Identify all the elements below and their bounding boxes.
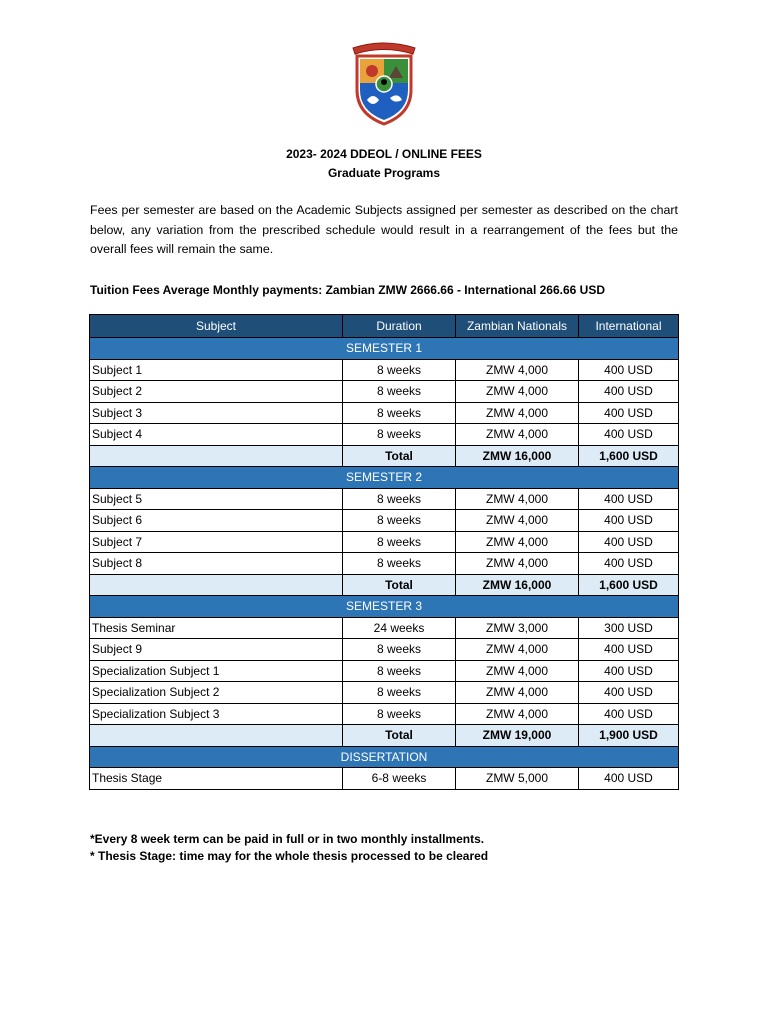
cell-zambian: ZMW 4,000: [456, 660, 579, 682]
total-blank: [90, 725, 343, 747]
cell-international: 400 USD: [579, 381, 679, 403]
cell-international: 400 USD: [579, 660, 679, 682]
total-international: 1,600 USD: [579, 445, 679, 467]
monthly-payments-heading: Tuition Fees Average Monthly payments: Zambian ZMW 2666.66 - International 266.66 USD: [90, 283, 606, 297]
total-international: 1,600 USD: [579, 574, 679, 596]
cell-zambian: ZMW 4,000: [456, 381, 579, 403]
cell-zambian: ZMW 5,000: [456, 768, 579, 790]
note-thesis-stage: * Thesis Stage: time may for the whole thesis processed to be cleared: [90, 849, 489, 863]
cell-zambian: ZMW 4,000: [456, 703, 579, 725]
fees-table: [89, 314, 679, 790]
cell-zambian: ZMW 4,000: [456, 359, 579, 381]
cell-international: 400 USD: [579, 639, 679, 661]
cell-subject: Subject 3: [90, 402, 343, 424]
section-title: DISSERTATION: [90, 746, 679, 768]
cell-zambian: ZMW 4,000: [456, 531, 579, 553]
cell-subject: Subject 9: [90, 639, 343, 661]
page-subtitle: Graduate Programs: [327, 166, 441, 180]
section-title: SEMESTER 1: [90, 338, 679, 360]
total-zambian: ZMW 16,000: [456, 574, 579, 596]
table-row: [90, 531, 679, 553]
cell-duration: 6-8 weeks: [343, 768, 456, 790]
table-row: [90, 488, 679, 510]
total-label: Total: [343, 725, 456, 747]
table-row: [90, 617, 679, 639]
header-zambian-nationals: Zambian Nationals: [456, 315, 579, 338]
section-header: [90, 338, 679, 360]
header-duration: Duration: [343, 315, 456, 338]
cell-international: 400 USD: [579, 682, 679, 704]
cell-subject: Subject 2: [90, 381, 343, 403]
cell-international: 300 USD: [579, 617, 679, 639]
total-zambian: ZMW 16,000: [456, 445, 579, 467]
total-row: [90, 574, 679, 596]
section-header: [90, 467, 679, 489]
cell-international: 400 USD: [579, 424, 679, 446]
cell-duration: 8 weeks: [343, 703, 456, 725]
cell-subject: Specialization Subject 1: [90, 660, 343, 682]
table-header-row: [90, 315, 679, 338]
cell-zambian: ZMW 4,000: [456, 424, 579, 446]
total-zambian: ZMW 19,000: [456, 725, 579, 747]
cell-duration: 8 weeks: [343, 660, 456, 682]
cell-zambian: ZMW 3,000: [456, 617, 579, 639]
cell-international: 400 USD: [579, 359, 679, 381]
total-label: Total: [343, 445, 456, 467]
cell-subject: Subject 6: [90, 510, 343, 532]
total-label: Total: [343, 574, 456, 596]
cell-duration: 8 weeks: [343, 531, 456, 553]
cell-international: 400 USD: [579, 402, 679, 424]
cell-subject: Specialization Subject 3: [90, 703, 343, 725]
table-row: [90, 553, 679, 575]
table-row: [90, 359, 679, 381]
cell-duration: 8 weeks: [343, 381, 456, 403]
cell-duration: 8 weeks: [343, 639, 456, 661]
table-row: [90, 639, 679, 661]
section-header: [90, 596, 679, 618]
table-row: [90, 660, 679, 682]
cell-zambian: ZMW 4,000: [456, 639, 579, 661]
cell-international: 400 USD: [579, 703, 679, 725]
cell-subject: Subject 5: [90, 488, 343, 510]
cell-subject: Subject 7: [90, 531, 343, 553]
table-row: [90, 682, 679, 704]
total-blank: [90, 574, 343, 596]
cell-duration: 8 weeks: [343, 510, 456, 532]
intro-paragraph: Fees per semester are based on the Academic Subjects assigned per semester as described on the chart below, any variation from the prescribed schedule would result in a rearrangement of the fees but the overall fees will remain the same.: [90, 203, 678, 256]
cell-duration: 8 weeks: [343, 682, 456, 704]
university-crest-icon: [347, 38, 421, 126]
cell-zambian: ZMW 4,000: [456, 682, 579, 704]
cell-duration: 8 weeks: [343, 359, 456, 381]
table-row: [90, 703, 679, 725]
cell-international: 400 USD: [579, 531, 679, 553]
header-subject: Subject: [90, 315, 343, 338]
cell-international: 400 USD: [579, 488, 679, 510]
cell-international: 400 USD: [579, 553, 679, 575]
cell-zambian: ZMW 4,000: [456, 553, 579, 575]
total-blank: [90, 445, 343, 467]
cell-subject: Subject 8: [90, 553, 343, 575]
cell-international: 400 USD: [579, 768, 679, 790]
cell-duration: 8 weeks: [343, 488, 456, 510]
cell-zambian: ZMW 4,000: [456, 510, 579, 532]
table-row: [90, 402, 679, 424]
section-header: [90, 746, 679, 768]
cell-duration: 8 weeks: [343, 553, 456, 575]
cell-subject: Subject 4: [90, 424, 343, 446]
table-row: [90, 381, 679, 403]
cell-duration: 8 weeks: [343, 402, 456, 424]
cell-zambian: ZMW 4,000: [456, 402, 579, 424]
cell-duration: 8 weeks: [343, 424, 456, 446]
header-international: International: [579, 315, 679, 338]
table-row: [90, 424, 679, 446]
total-row: [90, 725, 679, 747]
page-title: 2023- 2024 DDEOL / ONLINE FEES: [286, 147, 482, 161]
cell-subject: Thesis Seminar: [90, 617, 343, 639]
note-installments: *Every 8 week term can be paid in full or in two monthly installments.: [90, 832, 485, 846]
cell-zambian: ZMW 4,000: [456, 488, 579, 510]
cell-duration: 24 weeks: [343, 617, 456, 639]
total-row: [90, 445, 679, 467]
cell-international: 400 USD: [579, 510, 679, 532]
cell-subject: Specialization Subject 2: [90, 682, 343, 704]
section-title: SEMESTER 3: [90, 596, 679, 618]
section-title: SEMESTER 2: [90, 467, 679, 489]
cell-subject: Thesis Stage: [90, 768, 343, 790]
table-row: [90, 510, 679, 532]
table-row: [90, 768, 679, 790]
total-international: 1,900 USD: [579, 725, 679, 747]
cell-subject: Subject 1: [90, 359, 343, 381]
